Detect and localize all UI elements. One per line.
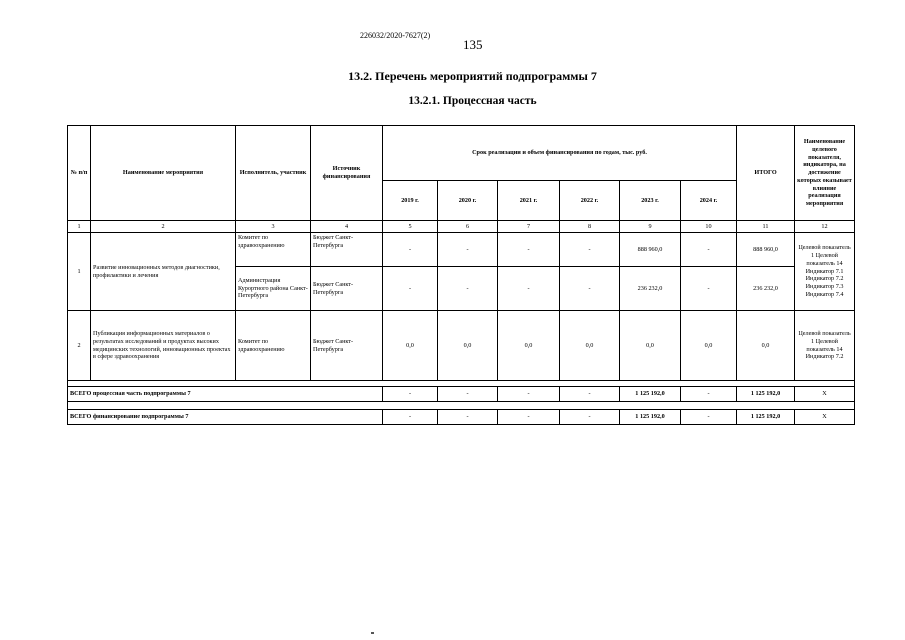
year-value: - [681, 267, 737, 311]
activity-name: Развитие инновационных методов диагностики, профилактики и лечения [91, 233, 236, 311]
executor: Администрация Курортного района Санкт-Петербурга [236, 267, 311, 311]
total-process-label: ВСЕГО процессная часть подпрограммы 7 [68, 387, 383, 402]
header-num: № п/п [68, 126, 91, 221]
year-value: 0,0 [438, 311, 498, 381]
year-value: - [681, 410, 737, 425]
document-number: 226032/2020-7627(2) [360, 31, 431, 40]
year-value: - [560, 267, 620, 311]
header-period: Срок реализации и объем финансирования по годам, тыс. руб. [383, 126, 737, 181]
executor: Комитет по здравоохранению [236, 233, 311, 267]
year-value: - [681, 233, 737, 267]
year-value: - [438, 267, 498, 311]
column-number: 5 [383, 221, 438, 233]
year-value: 1 125 192,0 [620, 387, 681, 402]
year-value: - [383, 267, 438, 311]
year-value: - [498, 233, 560, 267]
row-total: 888 960,0 [737, 233, 795, 267]
funding-source: Бюджет Санкт-Петербурга [311, 233, 383, 267]
year-value: - [383, 410, 438, 425]
year-value: - [681, 387, 737, 402]
header-source: Источник финансирования [311, 126, 383, 221]
header-year: 2024 г. [681, 181, 737, 221]
scan-artifact [371, 632, 374, 634]
column-number: 1 [68, 221, 91, 233]
year-value: 0,0 [681, 311, 737, 381]
row-total: 236 232,0 [737, 267, 795, 311]
year-value: - [438, 410, 498, 425]
column-number: 10 [681, 221, 737, 233]
total-process-row [68, 387, 855, 402]
year-value: 0,0 [498, 311, 560, 381]
indicator-cell: Х [795, 410, 855, 425]
year-value: 0,0 [383, 311, 438, 381]
activities-table [67, 125, 855, 425]
header-year: 2019 г. [383, 181, 438, 221]
table-row [68, 233, 855, 267]
row-number: 1 [68, 233, 91, 311]
row-total: 0,0 [737, 311, 795, 381]
total-financing-label: ВСЕГО финансирование подпрограммы 7 [68, 410, 383, 425]
funding-source: Бюджет Санкт-Петербурга [311, 267, 383, 311]
year-value: 236 232,0 [620, 267, 681, 311]
column-number: 6 [438, 221, 498, 233]
column-number: 9 [620, 221, 681, 233]
header-year: 2021 г. [498, 181, 560, 221]
row-number: 2 [68, 311, 91, 381]
year-value: 0,0 [560, 311, 620, 381]
column-number: 3 [236, 221, 311, 233]
header-executor: Исполнитель, участник [236, 126, 311, 221]
table-row [68, 311, 855, 381]
year-value: - [498, 387, 560, 402]
column-number: 8 [560, 221, 620, 233]
table-header-row [68, 126, 855, 181]
year-value: 888 960,0 [620, 233, 681, 267]
year-value: - [438, 387, 498, 402]
indicator-cell: Целевой показатель 1 Целевой показатель 14 Индикатор 7.1 Индикатор 7.2 Индикатор 7.3 Индикатор 7.4 [795, 233, 855, 311]
year-value: - [498, 410, 560, 425]
header-year: 2022 г. [560, 181, 620, 221]
total-financing-row [68, 410, 855, 425]
page-number: 135 [463, 37, 483, 52]
year-value: - [438, 233, 498, 267]
subsection-title: 13.2.1. Процессная часть [408, 95, 537, 107]
column-number: 4 [311, 221, 383, 233]
spacer-row [68, 402, 855, 410]
funding-source: Бюджет Санкт-Петербурга [311, 311, 383, 381]
executor: Комитет по здравоохранению [236, 311, 311, 381]
year-value: - [560, 387, 620, 402]
activity-name: Публикация информационных материалов о результатах исследований и продуктах высоких медицинских технологий, инновационных проектах в сфере здравоохранения [91, 311, 236, 381]
year-value: - [383, 387, 438, 402]
column-number: 12 [795, 221, 855, 233]
header-activity-name: Наименование мероприятия [91, 126, 236, 221]
column-number: 11 [737, 221, 795, 233]
year-value: - [383, 233, 438, 267]
header-total: ИТОГО [737, 126, 795, 221]
year-value: - [560, 410, 620, 425]
year-value: 1 125 192,0 [620, 410, 681, 425]
row-total: 1 125 192,0 [737, 387, 795, 402]
header-indicator: Наименование целевого показателя, индикатора, на достижение которых оказывает влияние реализация мероприятия [795, 126, 855, 221]
column-number: 2 [91, 221, 236, 233]
header-year: 2023 г. [620, 181, 681, 221]
indicator-cell: Целевой показатель 1 Целевой показатель 14 Индикатор 7.2 [795, 311, 855, 381]
indicator-cell: Х [795, 387, 855, 402]
year-value: - [498, 267, 560, 311]
year-value: 0,0 [620, 311, 681, 381]
row-total: 1 125 192,0 [737, 410, 795, 425]
column-number: 7 [498, 221, 560, 233]
column-numbers-row [68, 221, 855, 233]
section-title: 13.2. Перечень мероприятий подпрограммы 7 [348, 69, 597, 83]
header-year: 2020 г. [438, 181, 498, 221]
year-value: - [560, 233, 620, 267]
